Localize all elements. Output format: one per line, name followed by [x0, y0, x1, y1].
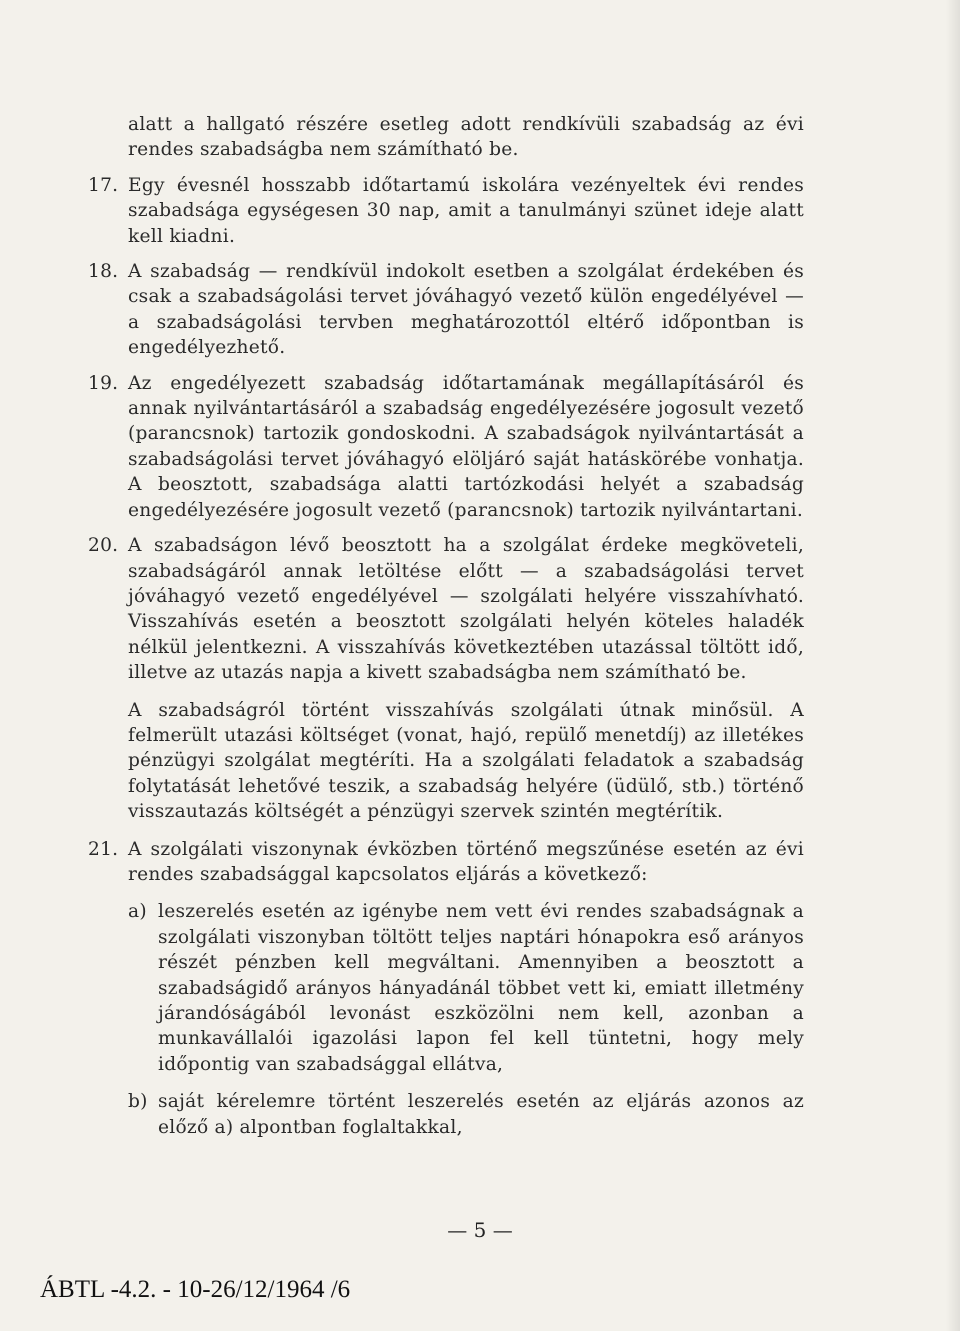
paragraph-number: 18.	[88, 261, 119, 283]
paragraph-text: A szabadságról történt visszahívás szolgálati útnak minősül. A felmerült utazási költséget (vonat, hajó, repülő menetdíj) az illetékes pénzügyi szolgálat megtéríti. Ha a szolgálati feladatok a szabadság folytatását lehetővé teszik, a szabadság helyére (üdülő, stb.) történő visszautazás költségét a pénzügyi szervek szintén megtérítik.	[128, 699, 804, 823]
paragraph-18	[88, 259, 804, 361]
archive-reference: ÁBTL -4.2. - 10-26/12/1964 /6	[40, 1276, 351, 1303]
paragraph-text: Egy évesnél hosszabb időtartamú iskolára vezényeltek évi rendes szabadsága egységesen 30 nap, amit a tanulmányi szünet ideje alatt kell kiadni.	[128, 174, 804, 247]
paragraph-continuation	[88, 112, 804, 163]
paragraph-text: A szabadságon lévő beosztott ha a szolgálat érdeke megköveteli, szabadságáról annak letöltése előtt — a szabadságolási tervet jóváhagyó vezető engedélyével — szolgálati helyére visszahívható. Visszahívás esetén a beosztott szolgálati helyén köteles haladék nélkül jelentkezni. A visszahívás következtében utazással töltött idő, illetve az utazás napja a kivett szabadságba nem számítható be.	[128, 535, 804, 684]
subitem-text: saját kérelemre történt leszerelés esetén az eljárás azonos az előző a) alpontban foglaltakkal,	[158, 1091, 804, 1138]
page-edge-shadow	[946, 0, 960, 1331]
subitem-text: leszerelés esetén az igénybe nem vett évi rendes szabadságnak a szolgálati viszonyban töltött teljes naptári hónapokra eső arányos részét pénzben kell megváltani. Amennyiben a beosztott a szabadságidő arányos hányadánál többet vett ki, emiatt illetmény járandóságából levonást eszközölni nem kell, azonban a munkavállalói igazolási lapon fel kell tüntetni, hogy mely időpontig van szabadsággal ellátva,	[158, 901, 804, 1075]
page-number: — 5 —	[447, 1218, 513, 1242]
subitem-letter: a)	[128, 901, 147, 923]
subitem-letter: b)	[128, 1091, 148, 1113]
paragraph-20-continued	[88, 698, 804, 825]
subitem-b	[128, 1089, 804, 1140]
paragraph-text: A szabadság — rendkívül indokolt esetben a szolgálat érdekében és csak a szabadságolási tervet jóváhagyó vezető külön engedélyével — a szabadságolási tervben meghatározottól eltérő időpontban is engedélyezhető.	[128, 261, 804, 359]
paragraph-number: 17.	[88, 174, 119, 196]
paragraph-text: A szolgálati viszonynak évközben történő megszűnése esetén az évi rendes szabadsággal kapcsolatos eljárás a következő:	[128, 838, 804, 885]
paragraph-number: 19.	[88, 372, 119, 394]
paragraph-number: 21.	[88, 838, 119, 860]
paragraph-number: 20.	[88, 535, 119, 557]
main-text	[88, 112, 804, 1140]
subitem-a	[128, 899, 804, 1077]
paragraph-21	[88, 837, 804, 888]
paragraph-20	[88, 533, 804, 685]
paragraph-17	[88, 173, 804, 249]
paragraph-19	[88, 371, 804, 523]
paragraph-text: alatt a hallgató részére esetleg adott rendkívüli szabadság az évi rendes szabadságba nem számítható be.	[128, 114, 804, 161]
paragraph-text: Az engedélyezett szabadság időtartamának megállapításáról és annak nyilvántartásáról a szabadság engedélyezésére jogosult vezető (parancsnok) tartozik gondoskodni. A szabadságok nyilvántartását a szabadságolási tervet jóváhagyó elöljáró saját hatáskörébe vonhatja. A beosztott, szabadsága alatti tartózkodási helyét a szabadság engedélyezésére jogosult vezető (parancsnok) tartozik nyilvántartani.	[128, 372, 804, 521]
